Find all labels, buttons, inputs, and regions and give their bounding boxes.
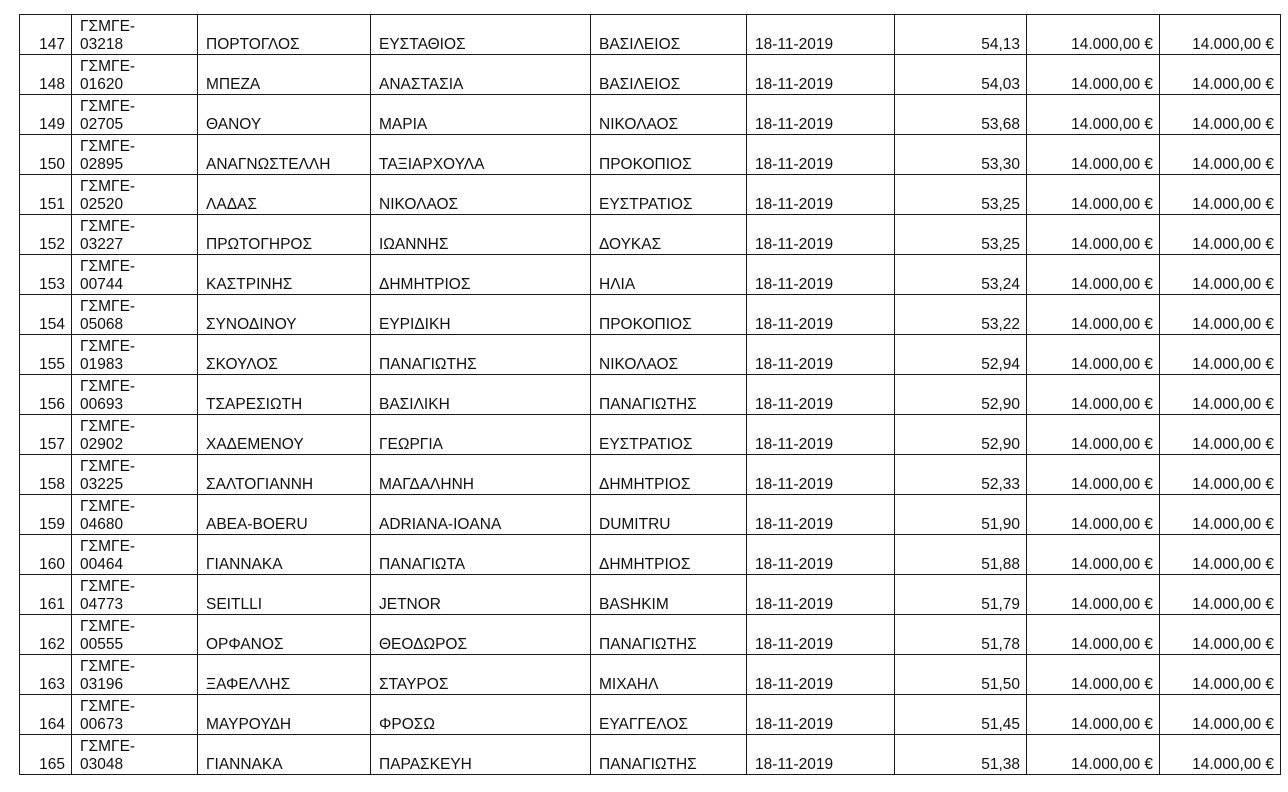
father-name-cell: ΔΗΜΗΤΡΙΟΣ xyxy=(591,455,747,495)
date-cell: 18-11-2019 xyxy=(747,655,895,695)
surname-cell: ΛΑΔΑΣ xyxy=(198,175,371,215)
code-number: 03048 xyxy=(80,756,124,773)
amount-requested-cell: 14.000,00 € xyxy=(1027,15,1160,55)
first-name-cell: ΤΑΞΙΑΡΧΟΥΛΑ xyxy=(371,135,591,175)
application-code xyxy=(72,415,198,455)
date-cell: 18-11-2019 xyxy=(747,255,895,295)
father-name-cell: DUMITRU xyxy=(591,495,747,535)
surname-cell: ΠΟΡΤΟΓΛΟΣ xyxy=(198,15,371,55)
application-code xyxy=(72,735,198,775)
date-cell: 18-11-2019 xyxy=(747,335,895,375)
row-number: 159 xyxy=(20,495,72,535)
code-prefix: ΓΣΜΓΕ- xyxy=(80,298,136,315)
table-body xyxy=(20,15,1281,775)
code-number: 03218 xyxy=(80,36,124,53)
score-cell: 51,38 xyxy=(895,735,1027,775)
code-number: 03227 xyxy=(80,236,124,253)
father-name-cell: ΠΑΝΑΓΙΩΤΗΣ xyxy=(591,615,747,655)
first-name-cell: ΙΩΑΝΝΗΣ xyxy=(371,215,591,255)
code-prefix: ΓΣΜΓΕ- xyxy=(80,458,136,475)
score-cell: 52,90 xyxy=(895,415,1027,455)
amount-requested-cell: 14.000,00 € xyxy=(1027,335,1160,375)
father-name-cell: ΔΗΜΗΤΡΙΟΣ xyxy=(591,535,747,575)
father-name-cell: ΒΑΣΙΛΕΙΟΣ xyxy=(591,15,747,55)
score-cell: 53,24 xyxy=(895,255,1027,295)
code-prefix: ΓΣΜΓΕ- xyxy=(80,138,136,155)
row-number: 154 xyxy=(20,295,72,335)
amount-approved-cell: 14.000,00 € xyxy=(1160,215,1281,255)
code-prefix: ΓΣΜΓΕ- xyxy=(80,698,136,715)
amount-approved-cell: 14.000,00 € xyxy=(1160,255,1281,295)
date-cell: 18-11-2019 xyxy=(747,175,895,215)
application-code xyxy=(72,695,198,735)
date-cell: 18-11-2019 xyxy=(747,95,895,135)
code-prefix: ΓΣΜΓΕ- xyxy=(80,178,136,195)
table-row xyxy=(20,415,1281,455)
row-number: 152 xyxy=(20,215,72,255)
amount-approved-cell: 14.000,00 € xyxy=(1160,735,1281,775)
amount-requested-cell: 14.000,00 € xyxy=(1027,495,1160,535)
amount-approved-cell: 14.000,00 € xyxy=(1160,575,1281,615)
code-number: 04773 xyxy=(80,596,124,613)
date-cell: 18-11-2019 xyxy=(747,295,895,335)
surname-cell: ΞΑΦΕΛΛΗΣ xyxy=(198,655,371,695)
first-name-cell: ΝΙΚΟΛΑΟΣ xyxy=(371,175,591,215)
amount-requested-cell: 14.000,00 € xyxy=(1027,695,1160,735)
date-cell: 18-11-2019 xyxy=(747,375,895,415)
amount-approved-cell: 14.000,00 € xyxy=(1160,135,1281,175)
application-code xyxy=(72,55,198,95)
date-cell: 18-11-2019 xyxy=(747,535,895,575)
surname-cell: ΣΚΟΥΛΟΣ xyxy=(198,335,371,375)
amount-approved-cell: 14.000,00 € xyxy=(1160,535,1281,575)
amount-requested-cell: 14.000,00 € xyxy=(1027,455,1160,495)
amount-requested-cell: 14.000,00 € xyxy=(1027,95,1160,135)
amount-approved-cell: 14.000,00 € xyxy=(1160,415,1281,455)
father-name-cell: ΕΥΑΓΓΕΛΟΣ xyxy=(591,695,747,735)
amount-approved-cell: 14.000,00 € xyxy=(1160,95,1281,135)
row-number: 160 xyxy=(20,535,72,575)
amount-requested-cell: 14.000,00 € xyxy=(1027,135,1160,175)
application-code xyxy=(72,575,198,615)
code-number: 02902 xyxy=(80,436,124,453)
application-code xyxy=(72,615,198,655)
score-cell: 51,88 xyxy=(895,535,1027,575)
amount-requested-cell: 14.000,00 € xyxy=(1027,535,1160,575)
table-row xyxy=(20,455,1281,495)
surname-cell: ΜΑΥΡΟΥΔΗ xyxy=(198,695,371,735)
amount-approved-cell: 14.000,00 € xyxy=(1160,695,1281,735)
first-name-cell: ΑΝΑΣΤΑΣΙΑ xyxy=(371,55,591,95)
table-row xyxy=(20,255,1281,295)
table-row xyxy=(20,95,1281,135)
table-row xyxy=(20,215,1281,255)
application-code xyxy=(72,15,198,55)
first-name-cell: ΠΑΝΑΓΙΩΤΑ xyxy=(371,535,591,575)
row-number: 164 xyxy=(20,695,72,735)
first-name-cell: ΜΑΓΔΑΛΗΝΗ xyxy=(371,455,591,495)
row-number: 151 xyxy=(20,175,72,215)
date-cell: 18-11-2019 xyxy=(747,495,895,535)
amount-requested-cell: 14.000,00 € xyxy=(1027,215,1160,255)
first-name-cell: JETNOR xyxy=(371,575,591,615)
first-name-cell: ΓΕΩΡΓΙΑ xyxy=(371,415,591,455)
table-row xyxy=(20,495,1281,535)
amount-requested-cell: 14.000,00 € xyxy=(1027,655,1160,695)
code-number: 00673 xyxy=(80,716,124,733)
amount-requested-cell: 14.000,00 € xyxy=(1027,615,1160,655)
amount-approved-cell: 14.000,00 € xyxy=(1160,655,1281,695)
code-prefix: ΓΣΜΓΕ- xyxy=(80,658,136,675)
code-number: 04680 xyxy=(80,516,124,533)
first-name-cell: ΜΑΡΙΑ xyxy=(371,95,591,135)
surname-cell: ABEA-BOERU xyxy=(198,495,371,535)
score-cell: 51,78 xyxy=(895,615,1027,655)
first-name-cell: ΔΗΜΗΤΡΙΟΣ xyxy=(371,255,591,295)
table-row xyxy=(20,375,1281,415)
table-row xyxy=(20,695,1281,735)
father-name-cell: ΜΙΧΑΗΛ xyxy=(591,655,747,695)
application-code xyxy=(72,295,198,335)
row-number: 165 xyxy=(20,735,72,775)
beneficiaries-table xyxy=(19,14,1281,775)
date-cell: 18-11-2019 xyxy=(747,415,895,455)
table-row xyxy=(20,655,1281,695)
table-row xyxy=(20,135,1281,175)
score-cell: 52,33 xyxy=(895,455,1027,495)
surname-cell: ΜΠΕΖΑ xyxy=(198,55,371,95)
application-code xyxy=(72,175,198,215)
amount-requested-cell: 14.000,00 € xyxy=(1027,255,1160,295)
code-number: 01620 xyxy=(80,76,124,93)
surname-cell: ΓΙΑΝΝΑΚΑ xyxy=(198,535,371,575)
code-prefix: ΓΣΜΓΕ- xyxy=(80,18,136,35)
score-cell: 51,45 xyxy=(895,695,1027,735)
amount-approved-cell: 14.000,00 € xyxy=(1160,615,1281,655)
score-cell: 53,30 xyxy=(895,135,1027,175)
father-name-cell: ΠΡΟΚΟΠΙΟΣ xyxy=(591,135,747,175)
code-number: 00555 xyxy=(80,636,124,653)
score-cell: 54,13 xyxy=(895,15,1027,55)
code-prefix: ΓΣΜΓΕ- xyxy=(80,58,136,75)
amount-requested-cell: 14.000,00 € xyxy=(1027,415,1160,455)
father-name-cell: BASHKIM xyxy=(591,575,747,615)
code-number: 02520 xyxy=(80,196,124,213)
surname-cell: ΤΣΑΡΕΣΙΩΤΗ xyxy=(198,375,371,415)
father-name-cell: ΠΑΝΑΓΙΩΤΗΣ xyxy=(591,735,747,775)
date-cell: 18-11-2019 xyxy=(747,215,895,255)
row-number: 149 xyxy=(20,95,72,135)
amount-requested-cell: 14.000,00 € xyxy=(1027,735,1160,775)
score-cell: 51,79 xyxy=(895,575,1027,615)
surname-cell: ΣΑΛΤΟΓΙΑΝΝΗ xyxy=(198,455,371,495)
application-code xyxy=(72,655,198,695)
father-name-cell: ΕΥΣΤΡΑΤΙΟΣ xyxy=(591,415,747,455)
date-cell: 18-11-2019 xyxy=(747,575,895,615)
application-code xyxy=(72,95,198,135)
amount-approved-cell: 14.000,00 € xyxy=(1160,295,1281,335)
surname-cell: ΚΑΣΤΡΙΝΗΣ xyxy=(198,255,371,295)
table-row xyxy=(20,335,1281,375)
surname-cell: ΑΝΑΓΝΩΣΤΕΛΛΗ xyxy=(198,135,371,175)
first-name-cell: ADRIANA-IOANA xyxy=(371,495,591,535)
row-number: 155 xyxy=(20,335,72,375)
date-cell: 18-11-2019 xyxy=(747,735,895,775)
application-code xyxy=(72,215,198,255)
father-name-cell: ΠΡΟΚΟΠΙΟΣ xyxy=(591,295,747,335)
table-row xyxy=(20,735,1281,775)
father-name-cell: ΝΙΚΟΛΑΟΣ xyxy=(591,95,747,135)
table-row xyxy=(20,55,1281,95)
amount-approved-cell: 14.000,00 € xyxy=(1160,175,1281,215)
amount-approved-cell: 14.000,00 € xyxy=(1160,375,1281,415)
first-name-cell: ΠΑΡΑΣΚΕΥΗ xyxy=(371,735,591,775)
table-row xyxy=(20,575,1281,615)
father-name-cell: ΠΑΝΑΓΙΩΤΗΣ xyxy=(591,375,747,415)
table-row xyxy=(20,15,1281,55)
code-prefix: ΓΣΜΓΕ- xyxy=(80,98,136,115)
row-number: 147 xyxy=(20,15,72,55)
row-number: 163 xyxy=(20,655,72,695)
amount-requested-cell: 14.000,00 € xyxy=(1027,175,1160,215)
row-number: 150 xyxy=(20,135,72,175)
application-code xyxy=(72,255,198,295)
application-code xyxy=(72,535,198,575)
code-prefix: ΓΣΜΓΕ- xyxy=(80,418,136,435)
code-prefix: ΓΣΜΓΕ- xyxy=(80,618,136,635)
application-code xyxy=(72,135,198,175)
amount-approved-cell: 14.000,00 € xyxy=(1160,335,1281,375)
application-code xyxy=(72,375,198,415)
surname-cell: ΠΡΩΤΟΓΗΡΟΣ xyxy=(198,215,371,255)
surname-cell: ΧΑΔΕΜΕΝΟΥ xyxy=(198,415,371,455)
score-cell: 51,90 xyxy=(895,495,1027,535)
score-cell: 53,68 xyxy=(895,95,1027,135)
score-cell: 53,25 xyxy=(895,175,1027,215)
first-name-cell: ΦΡΟΣΩ xyxy=(371,695,591,735)
amount-requested-cell: 14.000,00 € xyxy=(1027,295,1160,335)
row-number: 153 xyxy=(20,255,72,295)
surname-cell: SEITLLI xyxy=(198,575,371,615)
score-cell: 52,90 xyxy=(895,375,1027,415)
date-cell: 18-11-2019 xyxy=(747,15,895,55)
father-name-cell: ΒΑΣΙΛΕΙΟΣ xyxy=(591,55,747,95)
table-row xyxy=(20,615,1281,655)
code-number: 03225 xyxy=(80,476,124,493)
application-code xyxy=(72,455,198,495)
score-cell: 52,94 xyxy=(895,335,1027,375)
amount-requested-cell: 14.000,00 € xyxy=(1027,55,1160,95)
surname-cell: ΓΙΑΝΝΑΚΑ xyxy=(198,735,371,775)
row-number: 161 xyxy=(20,575,72,615)
first-name-cell: ΘΕΟΔΩΡΟΣ xyxy=(371,615,591,655)
code-number: 02705 xyxy=(80,116,124,133)
amount-approved-cell: 14.000,00 € xyxy=(1160,15,1281,55)
first-name-cell: ΕΥΣΤΑΘΙΟΣ xyxy=(371,15,591,55)
amount-approved-cell: 14.000,00 € xyxy=(1160,455,1281,495)
code-number: 00464 xyxy=(80,556,124,573)
application-code xyxy=(72,495,198,535)
father-name-cell: ΔΟΥΚΑΣ xyxy=(591,215,747,255)
code-number: 00693 xyxy=(80,396,124,413)
father-name-cell: ΗΛΙΑ xyxy=(591,255,747,295)
table-row xyxy=(20,535,1281,575)
amount-approved-cell: 14.000,00 € xyxy=(1160,495,1281,535)
code-number: 02895 xyxy=(80,156,124,173)
father-name-cell: ΝΙΚΟΛΑΟΣ xyxy=(591,335,747,375)
row-number: 157 xyxy=(20,415,72,455)
table-row xyxy=(20,295,1281,335)
code-prefix: ΓΣΜΓΕ- xyxy=(80,218,136,235)
first-name-cell: ΠΑΝΑΓΙΩΤΗΣ xyxy=(371,335,591,375)
code-number: 01983 xyxy=(80,356,124,373)
code-prefix: ΓΣΜΓΕ- xyxy=(80,738,136,755)
date-cell: 18-11-2019 xyxy=(747,695,895,735)
row-number: 156 xyxy=(20,375,72,415)
surname-cell: ΟΡΦΑΝΟΣ xyxy=(198,615,371,655)
surname-cell: ΘΑΝΟΥ xyxy=(198,95,371,135)
score-cell: 51,50 xyxy=(895,655,1027,695)
code-prefix: ΓΣΜΓΕ- xyxy=(80,498,136,515)
row-number: 162 xyxy=(20,615,72,655)
surname-cell: ΣΥΝΟΔΙΝΟΥ xyxy=(198,295,371,335)
code-prefix: ΓΣΜΓΕ- xyxy=(80,338,136,355)
code-number: 03196 xyxy=(80,676,124,693)
application-code xyxy=(72,335,198,375)
score-cell: 54,03 xyxy=(895,55,1027,95)
row-number: 148 xyxy=(20,55,72,95)
row-number: 158 xyxy=(20,455,72,495)
code-number: 05068 xyxy=(80,316,124,333)
father-name-cell: ΕΥΣΤΡΑΤΙΟΣ xyxy=(591,175,747,215)
score-cell: 53,22 xyxy=(895,295,1027,335)
amount-requested-cell: 14.000,00 € xyxy=(1027,575,1160,615)
date-cell: 18-11-2019 xyxy=(747,55,895,95)
amount-approved-cell: 14.000,00 € xyxy=(1160,55,1281,95)
date-cell: 18-11-2019 xyxy=(747,615,895,655)
code-prefix: ΓΣΜΓΕ- xyxy=(80,258,136,275)
amount-requested-cell: 14.000,00 € xyxy=(1027,375,1160,415)
code-number: 00744 xyxy=(80,276,124,293)
score-cell: 53,25 xyxy=(895,215,1027,255)
code-prefix: ΓΣΜΓΕ- xyxy=(80,538,136,555)
date-cell: 18-11-2019 xyxy=(747,455,895,495)
code-prefix: ΓΣΜΓΕ- xyxy=(80,578,136,595)
first-name-cell: ΒΑΣΙΛΙΚΗ xyxy=(371,375,591,415)
date-cell: 18-11-2019 xyxy=(747,135,895,175)
table-row xyxy=(20,175,1281,215)
code-prefix: ΓΣΜΓΕ- xyxy=(80,378,136,395)
first-name-cell: ΕΥΡΙΔΙΚΗ xyxy=(371,295,591,335)
first-name-cell: ΣΤΑΥΡΟΣ xyxy=(371,655,591,695)
